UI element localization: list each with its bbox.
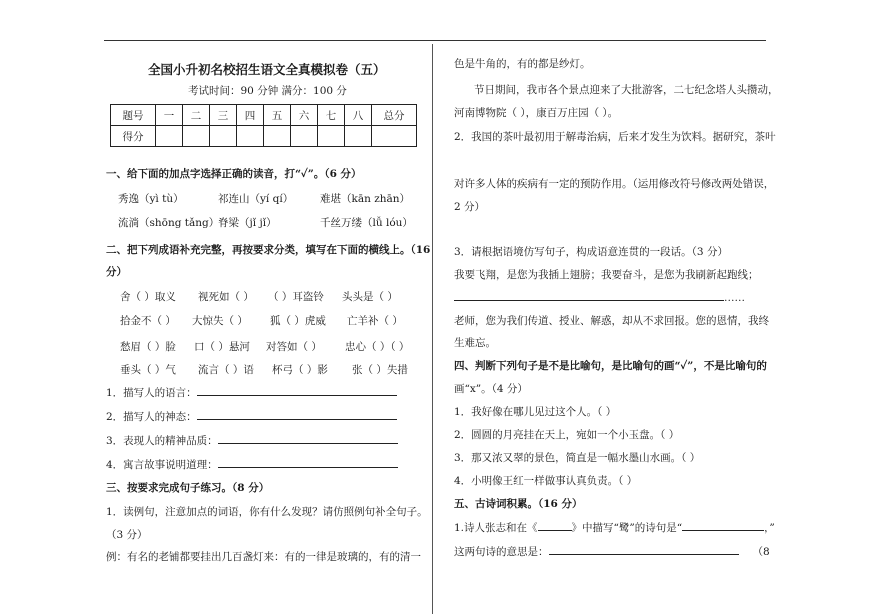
idiom-item: 张（ ）失措 <box>352 364 408 376</box>
section-5-heading: 五、古诗词积累。（16 分） <box>454 498 583 510</box>
score-entry[interactable] <box>156 126 183 147</box>
pinyin-item: 脊梁（jǐ jǐ） <box>218 217 277 229</box>
pinyin-item: 千丝万缕（lǚ lóu） <box>320 217 413 229</box>
judge-item[interactable]: 2．圆圆的月亮挂在天上，宛如一个小玉盘。（ ） <box>454 429 680 441</box>
score-cell: 八 <box>345 105 372 126</box>
s3-question-1: 1．读例句，注意加点的词语，你有什么发现？请仿照例句补全句子。 <box>106 506 428 518</box>
score-cell: 四 <box>237 105 264 126</box>
score-cell: 七 <box>318 105 345 126</box>
answer-line[interactable] <box>682 520 764 531</box>
classify-task-label: 1．描写人的语言： <box>106 387 197 399</box>
poem-q1-end: ，” <box>764 522 775 534</box>
score-entry[interactable] <box>237 126 264 147</box>
pinyin-item: 流淌（shōng tǎng） <box>118 217 220 229</box>
s3-question-2-score: 2 分） <box>454 201 486 213</box>
section-3-heading: 三、按要求完成句子练习。（8 分） <box>106 482 270 494</box>
idiom-item: 忠心（ ）（ ） <box>345 341 410 353</box>
classify-task-3 <box>106 433 398 448</box>
s3-question-2-cont: 对许多人体的疾病有一定的预防作用。（运用修改符号修改两处错误， <box>454 178 775 190</box>
pinyin-item: 难堪（kān zhān） <box>320 193 411 205</box>
idiom-item: 视死如（ ） <box>198 291 254 303</box>
answer-line[interactable] <box>197 409 397 420</box>
score-entry[interactable] <box>318 126 345 147</box>
score-cell: 二 <box>183 105 210 126</box>
score-table-header-row <box>111 105 417 126</box>
practice-sentence-fill[interactable]: 河南博物院（ ），康百万庄园（ ）。 <box>454 107 619 119</box>
classify-task-label: 3．表现人的精神品质： <box>106 435 218 447</box>
score-entry[interactable] <box>210 126 237 147</box>
score-cell: 题号 <box>111 105 156 126</box>
classify-task-label: 2．描写人的神态： <box>106 411 197 423</box>
idiom-item: 大惊失（ ） <box>192 315 248 327</box>
section-2-heading: 二、把下列成语补充完整，再按要求分类，填写在下面的横线上。（16 <box>106 244 431 256</box>
exam-title: 全国小升初名校招生语文全真模拟卷（五） <box>148 62 386 77</box>
score-cell: 得分 <box>111 126 156 147</box>
section-1-heading: 一、给下面的加点字选择正确的读音，打“✓”。（6 分） <box>106 168 362 180</box>
s3-question-1-score: （3 分） <box>106 529 148 541</box>
score-entry[interactable] <box>372 126 417 147</box>
pinyin-item: 秀逸（yì tù） <box>118 193 184 205</box>
s3-question-3-context: 我要飞翔，是您为我插上翅膀；我要奋斗，是您为我刷新起跑线； <box>454 269 759 281</box>
score-cell: 一 <box>156 105 183 126</box>
answer-line[interactable] <box>218 457 398 468</box>
idiom-item: 拾金不（ ） <box>120 315 176 327</box>
practice-sentence: 节日期间，我市各个景点迎来了大批游客，二七纪念塔人头攒动， <box>474 84 779 96</box>
score-cell: 六 <box>291 105 318 126</box>
idiom-item: 口（ ）悬河 <box>194 341 250 353</box>
s3-question-3: 3．请根据语境仿写句子，构成语意连贯的一段话。（3 分） <box>454 246 728 258</box>
poem-q2-score: （8 <box>752 546 770 558</box>
score-entry[interactable] <box>183 126 210 147</box>
poem-question-2 <box>454 544 770 559</box>
poem-q1-prefix: 1.诗人张志和在《 <box>454 522 538 534</box>
poem-q1-mid: 》中描写“鹭”的诗句是“ <box>571 522 683 534</box>
top-rule <box>104 40 766 41</box>
classify-task-4 <box>106 457 398 472</box>
s3-question-3-context-3: 生难忘。 <box>454 337 496 349</box>
judge-item[interactable]: 3．那又浓又翠的景色，简直是一幅水墨山水画。（ ） <box>454 452 701 464</box>
answer-line[interactable] <box>454 290 724 301</box>
score-entry[interactable] <box>264 126 291 147</box>
idiom-item: 狐（ ）虎威 <box>270 315 326 327</box>
score-cell: 总分 <box>372 105 417 126</box>
score-table <box>110 104 417 147</box>
score-entry[interactable] <box>291 126 318 147</box>
s3-question-3-context-2: 老师，您为我们传道、授业、解惑，却从不求回报。您的恩情，我终 <box>454 315 769 327</box>
section-4-heading: 四、判断下列句子是不是比喻句，是比喻句的画“✓”，不是比喻句的 <box>454 360 767 372</box>
idiom-item: （ ）耳盗铃 <box>268 291 324 303</box>
example-cont: 色是牛角的，有的都是纱灯。 <box>454 58 591 70</box>
poem-q2-label: 这两句诗的意思是： <box>454 546 549 558</box>
score-table-score-row <box>111 126 417 147</box>
answer-line[interactable] <box>218 433 398 444</box>
score-entry[interactable] <box>345 126 372 147</box>
section-2-heading-cont: 分） <box>106 266 127 278</box>
classify-task-label: 4．寓言故事说明道理： <box>106 459 218 471</box>
section-4-heading-cont: 画“x”。（4 分） <box>454 383 528 395</box>
judge-item[interactable]: 4．小明像王红一样做事认真负责。（ ） <box>454 475 638 487</box>
idiom-item: 愁眉（ ）脸 <box>120 341 176 353</box>
pinyin-item: 祁连山（yí qí） <box>218 193 294 205</box>
s3-question-3-blank <box>454 290 745 305</box>
exam-info: 考试时间：90 分钟 满分：100 分 <box>188 85 347 97</box>
idiom-item: 亡羊补（ ） <box>347 315 403 327</box>
ellipsis: …… <box>724 292 745 304</box>
answer-line[interactable] <box>549 544 739 555</box>
s3-example: 例：有名的老铺都要挂出几百盏灯来：有的一律是玻璃的，有的清一 <box>106 551 421 563</box>
poem-question-1 <box>454 520 775 535</box>
classify-task-2 <box>106 409 397 424</box>
answer-line[interactable] <box>197 385 397 396</box>
idiom-item: 流言（ ）语 <box>198 364 254 376</box>
idiom-item: 对答如（ ） <box>266 341 322 353</box>
column-divider <box>432 44 433 614</box>
answer-line[interactable] <box>538 520 572 531</box>
idiom-item: 舍（ ）取义 <box>120 291 176 303</box>
score-cell: 三 <box>210 105 237 126</box>
idiom-item: 垂头（ ）气 <box>120 364 176 376</box>
classify-task-1 <box>106 385 397 400</box>
judge-item[interactable]: 1．我好像在哪儿见过这个人。（ ） <box>454 406 617 418</box>
idiom-item: 杯弓（ ）影 <box>272 364 328 376</box>
s3-question-2: 2．我国的茶叶最初用于解毒治病，后来才发生为饮料。据研究，茶叶 <box>454 131 776 143</box>
idiom-item: 头头是（ ） <box>342 291 398 303</box>
score-cell: 五 <box>264 105 291 126</box>
